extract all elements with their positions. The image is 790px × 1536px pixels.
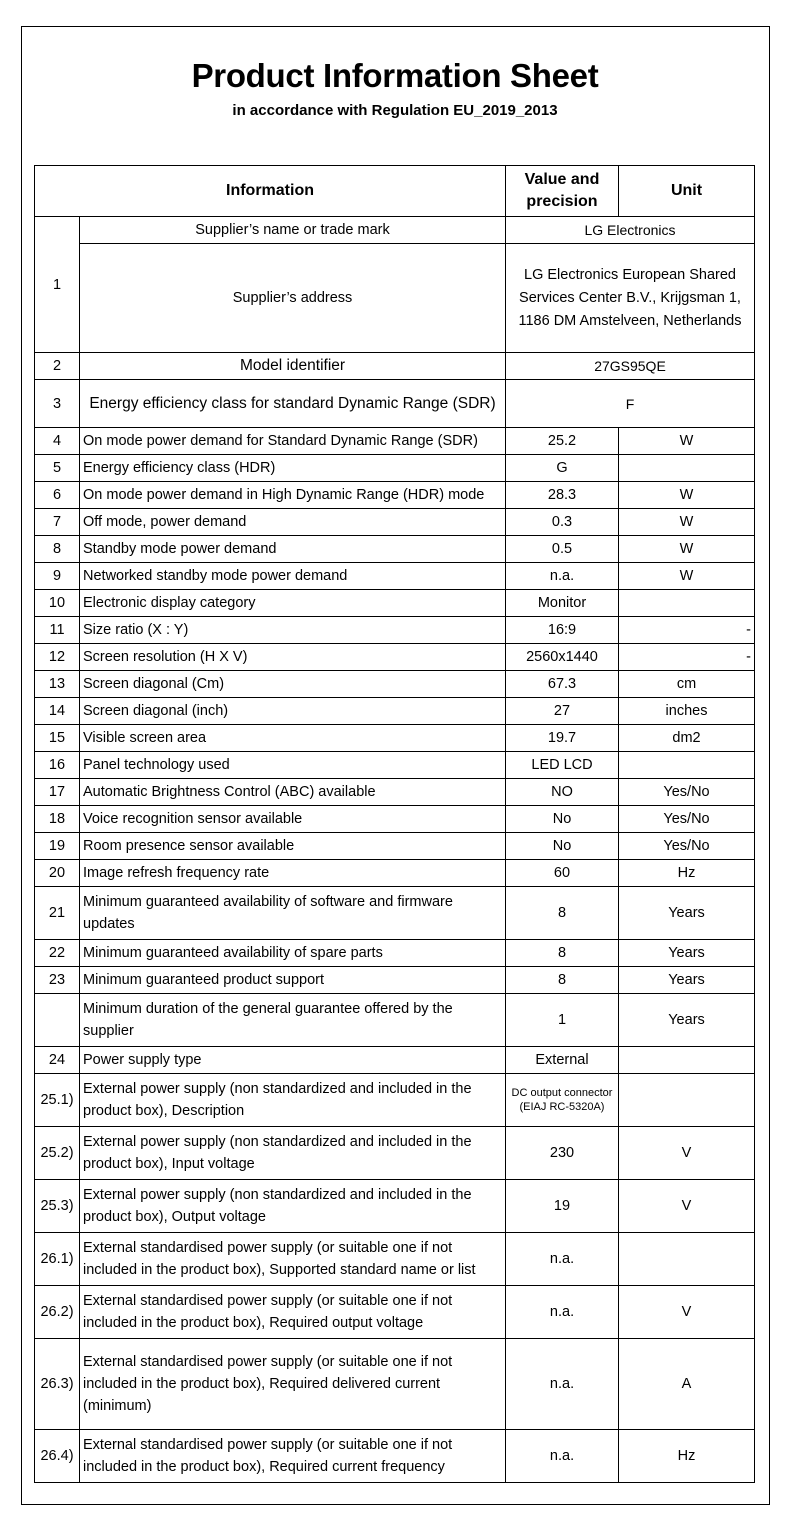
row-unit: W [619, 563, 755, 590]
table-row [35, 833, 755, 860]
row-info: Off mode, power demand [80, 509, 506, 536]
supplier-address-label: Supplier’s address [80, 244, 506, 353]
row-number: 11 [35, 617, 80, 644]
row-unit [619, 590, 755, 617]
row-value: n.a. [506, 563, 619, 590]
table-row [35, 482, 755, 509]
row-info: Minimum guaranteed availability of software and firmware updates [80, 887, 506, 940]
row-unit: W [619, 482, 755, 509]
row-info: External standardised power supply (or suitable one if not included in the product box), Required output voltage [80, 1286, 506, 1339]
row-number: 24 [35, 1047, 80, 1074]
supplier-address-value [506, 244, 755, 353]
row-number: 7 [35, 509, 80, 536]
row-info: Power supply type [80, 1047, 506, 1074]
row-info: External power supply (non standardized and included in the product box), Input voltage [80, 1127, 506, 1180]
row-value: 60 [506, 860, 619, 887]
table-row [35, 509, 755, 536]
row-unit [619, 1233, 755, 1286]
address-line: Services Center B.V., Krijgsman 1, [519, 289, 741, 306]
row-value: 0.5 [506, 536, 619, 563]
row-unit: Years [619, 940, 755, 967]
table-row [35, 1233, 755, 1286]
row-unit: Years [619, 994, 755, 1047]
row-number: 19 [35, 833, 80, 860]
table-row [35, 671, 755, 698]
row-unit: Hz [619, 860, 755, 887]
table-row [35, 1074, 755, 1127]
row-unit [619, 1047, 755, 1074]
supplier-name-value: LG Electronics [506, 217, 755, 244]
table-row [35, 967, 755, 994]
row-info: Screen diagonal (Cm) [80, 671, 506, 698]
product-info-table [34, 165, 755, 1483]
row-unit: W [619, 536, 755, 563]
row-value: 28.3 [506, 482, 619, 509]
row-unit: inches [619, 698, 755, 725]
row-value: 2560x1440 [506, 644, 619, 671]
row-unit: A [619, 1339, 755, 1430]
row-unit: Years [619, 887, 755, 940]
table-row [35, 698, 755, 725]
supplier-name-label: Supplier’s name or trade mark [80, 217, 506, 244]
row-value: No [506, 806, 619, 833]
row-value: 27GS95QE [506, 353, 755, 380]
row-value: Monitor [506, 590, 619, 617]
row-number: 26.2) [35, 1286, 80, 1339]
table-row [35, 860, 755, 887]
row-number: 15 [35, 725, 80, 752]
row-info: Panel technology used [80, 752, 506, 779]
row-unit: W [619, 428, 755, 455]
row-unit: Yes/No [619, 779, 755, 806]
row-info: Model identifier [80, 353, 506, 380]
table-row [35, 455, 755, 482]
table-row [35, 644, 755, 671]
table-row [35, 994, 755, 1047]
row-info: External standardised power supply (or suitable one if not included in the product box), Required current frequency [80, 1430, 506, 1483]
row-value: n.a. [506, 1286, 619, 1339]
row-unit: - [619, 644, 755, 671]
row-number: 26.4) [35, 1430, 80, 1483]
row-number: 25.3) [35, 1180, 80, 1233]
row-info: Size ratio (X : Y) [80, 617, 506, 644]
table-row [35, 1127, 755, 1180]
row-info: Screen diagonal (inch) [80, 698, 506, 725]
table-row [35, 725, 755, 752]
page-subtitle: in accordance with Regulation EU_2019_2013 [232, 102, 558, 119]
row-value: 8 [506, 940, 619, 967]
row-number: 9 [35, 563, 80, 590]
row-value: No [506, 833, 619, 860]
row-value: 0.3 [506, 509, 619, 536]
row-value: 16:9 [506, 617, 619, 644]
header-information: Information [35, 166, 506, 217]
row-info: External standardised power supply (or suitable one if not included in the product box), Required delivered current (minimum) [80, 1339, 506, 1430]
row-value: 230 [506, 1127, 619, 1180]
row-info: Automatic Brightness Control (ABC) available [80, 779, 506, 806]
row-number: 20 [35, 860, 80, 887]
row-info: Screen resolution (H X V) [80, 644, 506, 671]
row-info: Visible screen area [80, 725, 506, 752]
row-number: 6 [35, 482, 80, 509]
row-number: 8 [35, 536, 80, 563]
row-info: On mode power demand in High Dynamic Range (HDR) mode [80, 482, 506, 509]
row-value: DC output connector (EIAJ RC-5320A) [506, 1074, 619, 1127]
row-info: Minimum guaranteed product support [80, 967, 506, 994]
table-row [35, 752, 755, 779]
table-row [35, 1180, 755, 1233]
row-info: Voice recognition sensor available [80, 806, 506, 833]
table-row [35, 1430, 755, 1483]
row-number: 26.1) [35, 1233, 80, 1286]
table-row [35, 536, 755, 563]
row-unit: Yes/No [619, 833, 755, 860]
row-number: 17 [35, 779, 80, 806]
row-value: 19.7 [506, 725, 619, 752]
row-value: 8 [506, 887, 619, 940]
row-value: NO [506, 779, 619, 806]
table-row [35, 1047, 755, 1074]
row-value: 67.3 [506, 671, 619, 698]
table-row [35, 428, 755, 455]
row-number: 14 [35, 698, 80, 725]
row-value: n.a. [506, 1430, 619, 1483]
row-info: Electronic display category [80, 590, 506, 617]
table-row [35, 244, 755, 353]
row-number: 10 [35, 590, 80, 617]
row-info: Minimum guaranteed availability of spare parts [80, 940, 506, 967]
row-unit: V [619, 1180, 755, 1233]
row-number: 4 [35, 428, 80, 455]
row-number [35, 994, 80, 1047]
row-info: Room presence sensor available [80, 833, 506, 860]
table-row [35, 779, 755, 806]
row-unit: dm2 [619, 725, 755, 752]
row-number: 2 [35, 353, 80, 380]
address-line: 1186 DM Amstelveen, Netherlands [518, 312, 742, 329]
address-line: LG Electronics European Shared [524, 266, 736, 283]
table-row [35, 563, 755, 590]
row-unit: cm [619, 671, 755, 698]
row-info: Energy efficiency class (HDR) [80, 455, 506, 482]
row-number: 21 [35, 887, 80, 940]
row-unit: Hz [619, 1430, 755, 1483]
row-value: F [506, 380, 755, 428]
row-number: 23 [35, 967, 80, 994]
table-row [35, 353, 755, 380]
row-number: 12 [35, 644, 80, 671]
row-info: On mode power demand for Standard Dynamic Range (SDR) [80, 428, 506, 455]
row-number: 25.2) [35, 1127, 80, 1180]
table-row [35, 617, 755, 644]
row-number: 3 [35, 380, 80, 428]
row-number: 22 [35, 940, 80, 967]
row-info: Networked standby mode power demand [80, 563, 506, 590]
row-number: 26.3) [35, 1339, 80, 1430]
row-value: 19 [506, 1180, 619, 1233]
row-unit [619, 1074, 755, 1127]
row-value: n.a. [506, 1339, 619, 1430]
table-row [35, 217, 755, 244]
row-value: 25.2 [506, 428, 619, 455]
row-unit [619, 455, 755, 482]
row-unit: V [619, 1127, 755, 1180]
row-number: 16 [35, 752, 80, 779]
header-value: Value and precision [506, 166, 619, 217]
header-unit: Unit [619, 166, 755, 217]
row-unit: Years [619, 967, 755, 994]
row-info: Standby mode power demand [80, 536, 506, 563]
table-row [35, 590, 755, 617]
row-info: External power supply (non standardized and included in the product box), Description [80, 1074, 506, 1127]
row-value: External [506, 1047, 619, 1074]
row-number: 25.1) [35, 1074, 80, 1127]
row-value: LED LCD [506, 752, 619, 779]
row-value: 1 [506, 994, 619, 1047]
row-info: Image refresh frequency rate [80, 860, 506, 887]
row-unit: - [619, 617, 755, 644]
row-value: n.a. [506, 1233, 619, 1286]
table-row [35, 940, 755, 967]
table-row [35, 1286, 755, 1339]
row-unit: W [619, 509, 755, 536]
row-value: 8 [506, 967, 619, 994]
row-info: External standardised power supply (or suitable one if not included in the product box), Supported standard name or list [80, 1233, 506, 1286]
row-number: 13 [35, 671, 80, 698]
table-row [35, 1339, 755, 1430]
row-number: 1 [35, 217, 80, 353]
row-number: 18 [35, 806, 80, 833]
table-row [35, 380, 755, 428]
table-row [35, 887, 755, 940]
row-number: 5 [35, 455, 80, 482]
row-unit: Yes/No [619, 806, 755, 833]
row-value: 27 [506, 698, 619, 725]
row-info: Minimum duration of the general guarantee offered by the supplier [80, 994, 506, 1047]
page-title: Product Information Sheet [191, 57, 599, 94]
row-info: Energy efficiency class for standard Dynamic Range (SDR) [80, 380, 506, 428]
row-value: G [506, 455, 619, 482]
row-unit [619, 752, 755, 779]
row-unit: V [619, 1286, 755, 1339]
table-row [35, 806, 755, 833]
row-info: External power supply (non standardized and included in the product box), Output voltage [80, 1180, 506, 1233]
